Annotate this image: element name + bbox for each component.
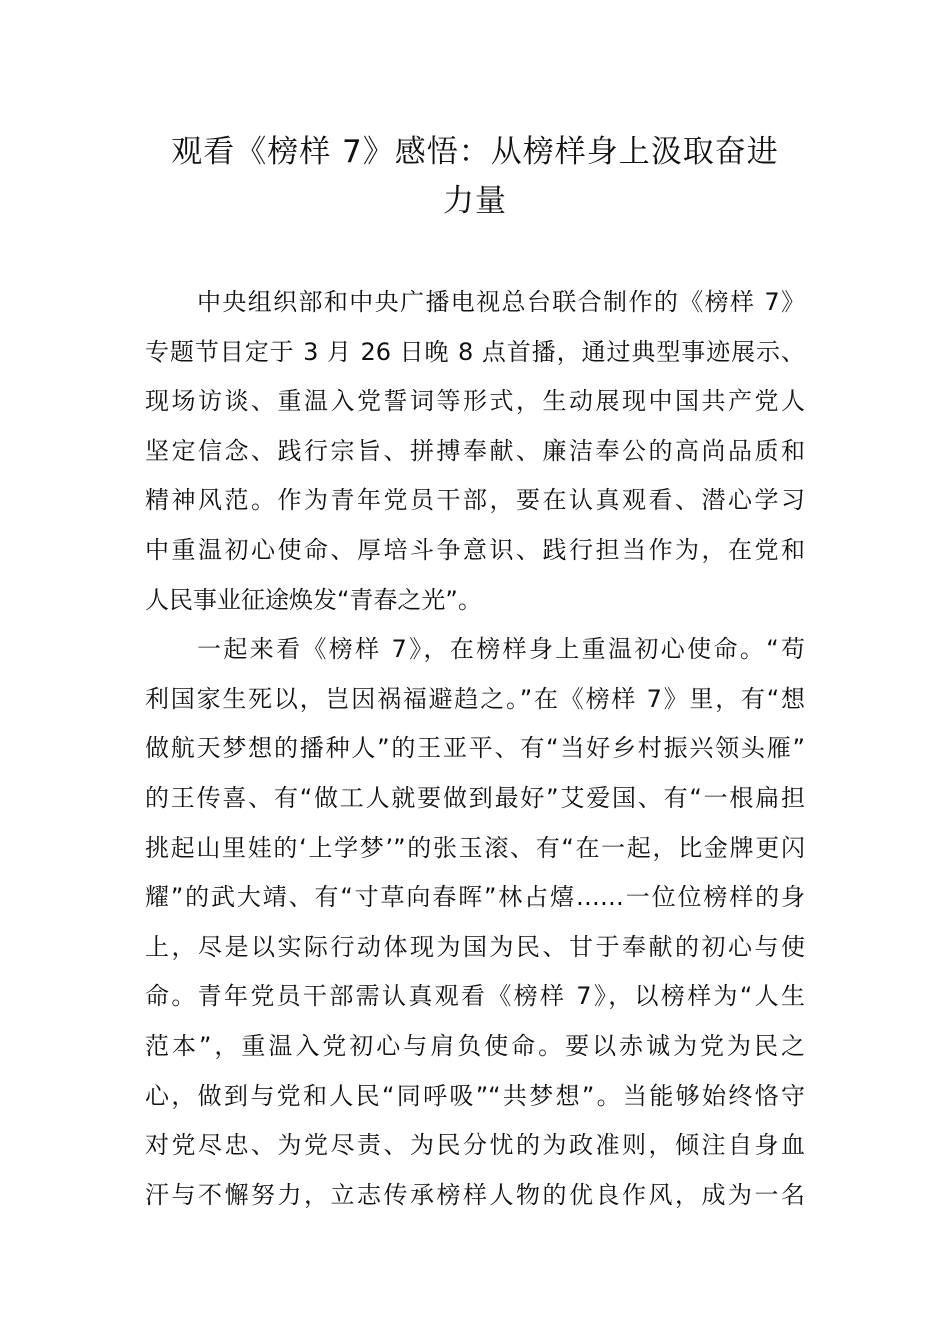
paragraph-1 <box>145 278 805 625</box>
text-line: 的王传喜、有“做工人就要做到最好”艾爱国、有“一根扁担 <box>145 783 805 812</box>
document-body <box>145 278 805 1220</box>
text-line: 心，做到与党和人民“同呼吸”“共梦想”。当能够始终恪守 <box>145 1081 805 1110</box>
text-line: 人民事业征途焕发“青春之光”。 <box>145 585 482 614</box>
text-line: 耀”的武大靖、有“寸草向春晖”林占熺……一位位榜样的身 <box>145 883 805 912</box>
text-line: 范本”，重温入党初心与肩负使命。要以赤诚为党为民之 <box>145 1031 805 1060</box>
text-line: 现场访谈、重温入党誓词等形式，生动展现中国共产党人 <box>145 387 805 416</box>
text-line: 对党尽忠、为党尽责、为民分忧的为政准则，倾注自身血 <box>145 1131 805 1160</box>
text-line: 汗与不懈努力，立志传承榜样人物的优良作风，成为一名 <box>145 1180 805 1209</box>
text-line: 上，尽是以实际行动体现为国为民、甘于奉献的初心与使 <box>145 932 805 961</box>
paragraph-2 <box>145 625 805 1220</box>
title-line: 力量 <box>443 183 507 219</box>
text-line: 利国家生死以，岂因祸福避趋之。”在《榜样 7》里，有“想 <box>145 684 805 713</box>
document-title <box>130 128 820 226</box>
text-line: 专题节目定于 3 月 26 日晚 8 点首播，通过典型事迹展示、 <box>145 337 805 366</box>
text-line: 中重温初心使命、厚培斗争意识、践行担当作为，在党和 <box>145 535 805 564</box>
text-line: 做航天梦想的播种人”的王亚平、有“当好乡村振兴领头雁” <box>145 734 805 763</box>
text-line: 中央组织部和中央广播电视总台联合制作的《榜样 7》 <box>197 288 805 316</box>
text-line: 挑起山里娃的‘上学梦’”的张玉滚、有“在一起，比金牌更闪 <box>145 833 805 862</box>
title-line: 观看《榜样 7》感悟：从榜样身上汲取奋进 <box>171 134 779 170</box>
text-line: 命。青年党员干部需认真观看《榜样 7》，以榜样为“人生 <box>145 982 805 1011</box>
text-line: 一起来看《榜样 7》，在榜样身上重温初心使命。“苟 <box>197 635 805 664</box>
text-line: 坚定信念、践行宗旨、拼搏奉献、廉洁奉公的高尚品质和 <box>145 436 805 465</box>
text-line: 精神风范。作为青年党员干部，要在认真观看、潜心学习 <box>145 486 805 515</box>
